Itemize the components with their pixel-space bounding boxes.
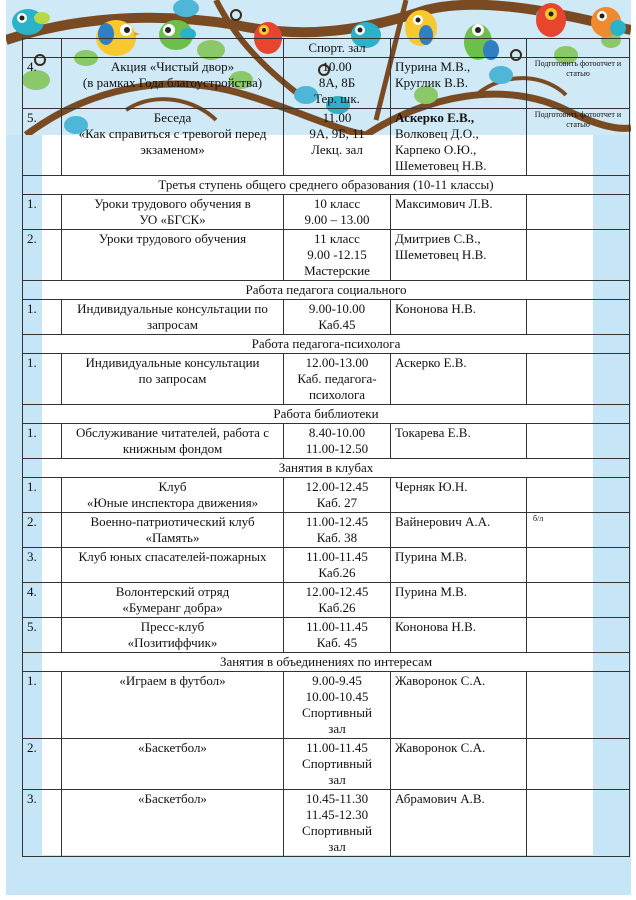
note-text: Подготовить фотоотчет и статью [534,59,622,78]
note-cell [527,39,630,58]
cell-text-line: 9.00-10.00 [308,301,366,316]
cell-text-line: 11.00-11.45 [306,619,368,634]
cell-text-line: Каб.26 [318,600,356,615]
section-title: Занятия в клубах [23,459,630,478]
row-number: 3. [23,548,62,583]
event-cell [62,354,284,405]
cell-text-line: Спортивный [302,823,372,838]
responsible-cell [391,548,527,583]
cell-text-line: Беседа [153,110,192,125]
section-header-row [23,176,630,195]
event-cell [62,618,284,653]
events-schedule-table [22,38,630,857]
time-cell: Спорт. зал [284,39,391,58]
responsible-cell [391,424,527,459]
event-cell [62,790,284,857]
cell-text-line: 10.00 [322,59,352,74]
row-number: 4. [23,583,62,618]
table-row [23,618,630,653]
cell-text-line: Индивидуальные консультации [85,355,260,370]
note-cell [527,548,630,583]
time-place-cell [284,354,391,405]
cell-text-line: 11.00-11.45 [306,549,368,564]
cell-text-line: Лекц. зал [311,142,363,157]
note-cell [527,109,630,176]
cell-text-line: Уроки трудового обучения [98,231,247,246]
row-number: 3. [23,790,62,857]
table-row [23,672,630,739]
cell-text-line: 11.00-12.50 [305,441,369,456]
cell-text-line: «Позитиффчик» [127,635,218,650]
responsible-cell [391,790,527,857]
cell-text-line: Обслуживание читателей, работа с [76,425,269,440]
cell-text-line: Каб. педагога- [297,371,377,386]
event-cell [62,513,284,548]
row-number: 1. [23,195,62,230]
table-row [23,300,630,335]
time-place-cell [284,424,391,459]
table-row [23,424,630,459]
cell-text-line: Пурина М.В. [395,549,468,564]
cell-text-line: Спортивный [302,705,372,720]
cell-text-line: запросам [147,317,198,332]
cell-text-line: зал [328,839,346,854]
cell-text-line: Каб. 27 [316,495,358,510]
cell-text-line: 10 класс [313,196,361,211]
cell-text-line: Черняк Ю.Н. [395,479,468,494]
time-place-cell [284,58,391,109]
cell-text-line: психолога [308,387,366,402]
event-cell [62,58,284,109]
note-cell [527,672,630,739]
section-header-row [23,281,630,300]
note-cell [527,354,630,405]
note-cell [527,195,630,230]
cell-text-line: (в рамках Года благоустройства) [82,75,263,90]
cell-text-line: Кононова Н.В. [395,301,476,316]
section-title: Занятия в объединениях по интересам [23,653,630,672]
table-row [23,230,630,281]
table-row [23,513,630,548]
cell-text-line: «Бумеранг добра» [122,600,223,615]
time-place-cell [284,739,391,790]
cell-text-line: «Память» [145,530,200,545]
cell-text-line: 10.00-10.45 [305,689,369,704]
cell-text-line: Каб.26 [318,565,356,580]
cell-text-line: Дмитриев С.В., [395,231,481,246]
row-number: 1. [23,300,62,335]
cell-text-line: «Баскетбол» [138,791,207,806]
cell-text-line: Волонтерский отряд [115,584,230,599]
responsible-cell [391,513,527,548]
cell-text-line: Аскерко Е.В., [395,110,475,125]
responsible-cell [391,583,527,618]
time-place-cell [284,109,391,176]
cell-text-line: Спортивный [302,756,372,771]
cell-text-line: экзаменом» [140,142,205,157]
cell-text-line: Карпеко О.Ю., [395,142,477,157]
cell-text-line: 12.00-12.45 [305,584,369,599]
responsible-cell [391,354,527,405]
note-cell [527,478,630,513]
table-row [23,195,630,230]
event-cell [62,548,284,583]
table-row [23,109,630,176]
cell-text-line: Уроки трудового обучения в [94,196,251,211]
section-header-row [23,459,630,478]
cell-text-line: «Как справиться с тревогой перед [78,126,267,141]
row-number: 1. [23,478,62,513]
cell-text-line: Максимович Л.В. [395,196,493,211]
section-header-row [23,335,630,354]
cell-text-line: Аскерко Е.В. [395,355,467,370]
section-title: Работа педагога-психолога [23,335,630,354]
cell-text-line: Акция «Чистый двор» [110,59,235,74]
row-number: 5. [23,109,62,176]
responsible-cell [391,300,527,335]
row-number: 1. [23,672,62,739]
cell-text-line: 8А, 8Б [318,75,356,90]
event-cell [62,583,284,618]
cell-text-line: «Юные инспектора движения» [86,495,259,510]
section-header-row [23,405,630,424]
event-cell [62,109,284,176]
cell-text-line: по запросам [138,371,207,386]
event-cell [62,739,284,790]
section-header-row [23,653,630,672]
cell-text-line: Каб. 38 [316,530,358,545]
num-cell [23,39,62,58]
cell-text-line: книжным фондом [122,441,223,456]
table-row [23,790,630,857]
event-cell [62,478,284,513]
cell-text-line: 9.00-9.45 [312,673,362,688]
responsible-cell [391,109,527,176]
event-cell [62,672,284,739]
section-title: Работа библиотеки [23,405,630,424]
cell-text-line: Кононова Н.В. [395,619,476,634]
cell-text-line: Круглик В.В. [395,75,469,90]
cell-text-line: Волковец Д.О., [395,126,479,141]
note-cell [527,790,630,857]
note-cell [527,739,630,790]
section-title: Работа педагога социального [23,281,630,300]
cell-text-line: 12.00-13.00 [305,355,369,370]
cell-text-line: Пурина М.В., [395,59,471,74]
cell-text-line: Тер. шк. [314,91,360,106]
table-row [23,739,630,790]
responsible-cell [391,739,527,790]
cell-text-line: Вайнерович А.А. [395,514,491,529]
row-number: 2. [23,739,62,790]
cell-text-line: 11.00 [322,110,352,125]
section-title: Третья ступень общего среднего образования (10-11 классы) [23,176,630,195]
event-cell [62,300,284,335]
table-row [23,58,630,109]
cell-text-line: Пресс-клуб [140,619,205,634]
responsible-cell [391,618,527,653]
cell-text-line: 9А, 9Б, 11 [309,126,365,141]
cell-text-line: «Баскетбол» [138,740,207,755]
cell-text-line: Каб. 45 [316,635,358,650]
note-cell [527,230,630,281]
row-number: 1. [23,424,62,459]
row-number: 2. [23,513,62,548]
cell-text-line: Жаворонок С.А. [395,740,486,755]
cell-text-line: 11 класс [314,231,360,246]
event-cell [62,230,284,281]
responsible-cell [391,39,527,58]
cell-text-line: Мастерские [304,263,370,278]
cell-text-line: Токарева Е.В. [395,425,471,440]
cell-text-line: Каб.45 [318,317,356,332]
cell-text-line: Военно-патриотический клуб [90,514,255,529]
cell-text-line: 11.00-12.45 [305,514,369,529]
responsible-cell [391,478,527,513]
cell-text-line: 8.40-10.00 [308,425,366,440]
responsible-cell [391,230,527,281]
time-place-cell [284,618,391,653]
note-text: Подготовить фотоотчет и статью [534,110,622,129]
note-cell [527,583,630,618]
time-place-cell [284,230,391,281]
cell-text-line: Шеметовец Н.В. [395,247,487,262]
table-row-continuation [23,39,630,58]
responsible-cell [391,195,527,230]
time-place-cell [284,790,391,857]
cell-text-line: зал [328,721,346,736]
cell-text-line: Абрамович А.В. [395,791,485,806]
cell-text-line: Клуб юных спасателей-пожарных [78,549,267,564]
note-cell [527,58,630,109]
time-place-cell [284,300,391,335]
time-place-cell [284,478,391,513]
row-number: 5. [23,618,62,653]
time-place-cell [284,195,391,230]
row-number: 1. [23,354,62,405]
cell-text-line: Шеметовец Н.В. [395,158,487,173]
responsible-cell [391,58,527,109]
time-place-cell [284,548,391,583]
row-number: 4. [23,58,62,109]
table-row [23,583,630,618]
note-text: б/л [533,514,544,523]
table-row [23,478,630,513]
time-place-cell [284,583,391,618]
cell-text-line: Пурина М.В. [395,584,468,599]
note-cell [527,424,630,459]
note-cell [527,300,630,335]
cell-text-line: Жаворонок С.А. [395,673,486,688]
cell-text-line: 11.00-11.45 [306,740,368,755]
event-cell [62,195,284,230]
time-place-cell [284,672,391,739]
cell-text-line: «Играем в футбол» [119,673,226,688]
cell-text-line: 9.00 – 13.00 [304,212,370,227]
cell-text-line: 12.00-12.45 [305,479,369,494]
cell-text-line: 9.00 -12.15 [307,247,367,262]
table-row [23,354,630,405]
cell-text-line: Клуб [158,479,187,494]
cell-text-line: 10.45-11.30 [305,791,369,806]
cell-text-line: Индивидуальные консультации по [77,301,268,316]
note-cell [527,513,630,548]
row-number: 2. [23,230,62,281]
event-cell [62,424,284,459]
cell-text-line: УО «БГСК» [139,212,206,227]
note-cell [527,618,630,653]
cell-text-line: зал [328,772,346,787]
time-place-cell [284,513,391,548]
table-row [23,548,630,583]
event-cell [62,39,284,58]
responsible-cell [391,672,527,739]
cell-text-line: 11.45-12.30 [305,807,369,822]
